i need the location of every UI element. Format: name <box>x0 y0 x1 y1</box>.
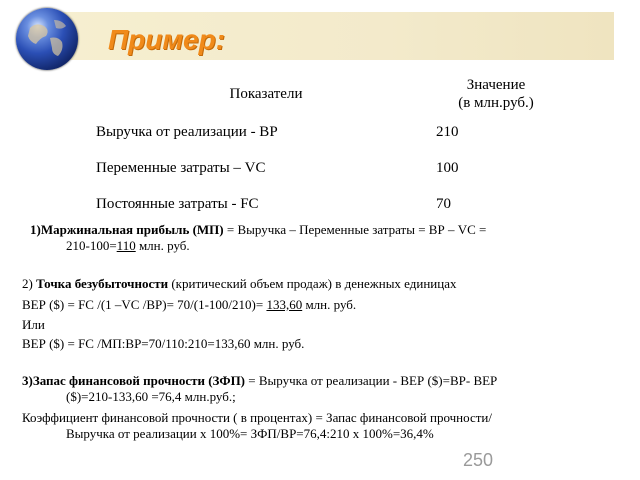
header-value <box>436 74 556 114</box>
breakeven-alt-formula: ВЕР ($) = FC /МП:ВР=70/110:210=133,60 млн. руб. <box>22 336 305 351</box>
header-value-line2: (в млн.руб.) <box>458 95 534 111</box>
safety-ratio-line1: Коэффициент финансовой прочности ( в процентах) = Запас финансовой прочности/ <box>22 410 492 425</box>
row-name: Выручка от реализации - ВР <box>96 123 278 140</box>
globe-continents <box>16 8 78 70</box>
safety-margin-line2: ($)=210-133,60 =76,4 млн.руб.; <box>66 389 236 404</box>
table-row <box>96 114 556 150</box>
margin-profit-line2: 210-100=110 млн. руб. <box>66 238 190 253</box>
header-value-line1: Значение <box>466 77 526 93</box>
row-value: 100 <box>436 159 459 176</box>
table-row <box>96 150 556 186</box>
row-name: Постоянные затраты - FC <box>96 195 259 212</box>
safety-margin-line1: 3)Запас финансовой прочности (ЗФП) = Выручка от реализации - ВЕР ($)=ВР- ВЕР <box>22 373 498 388</box>
indicators-table <box>96 74 556 222</box>
margin-profit-line1: 1)Маржинальная прибыль (МП) = Выручка – Переменные затраты = ВР – VC = <box>30 222 487 237</box>
breakeven-formula: ВЕР ($) = FC /(1 –VC /ВР)= 70/(1-100/210)= 133,60 млн. руб. <box>22 297 357 312</box>
safety-ratio-line2: Выручка от реализации х 100%= ЗФП/ВР=76,4:210 х 100%=36,4% <box>66 426 434 441</box>
header-indicator: Показатели <box>229 85 303 102</box>
globe-icon <box>16 8 78 70</box>
slide-title: Пример: <box>108 24 226 55</box>
table-row <box>96 186 556 222</box>
row-value: 70 <box>436 195 451 212</box>
table-header-row <box>96 74 556 114</box>
row-value: 210 <box>436 123 459 140</box>
page-number: 250 <box>463 450 494 470</box>
row-name: Переменные затраты – VC <box>96 159 266 176</box>
or-text: Или <box>22 317 45 332</box>
breakeven-heading: 2) Точка безубыточности (критический объем продаж) в денежных единицах <box>22 276 457 291</box>
